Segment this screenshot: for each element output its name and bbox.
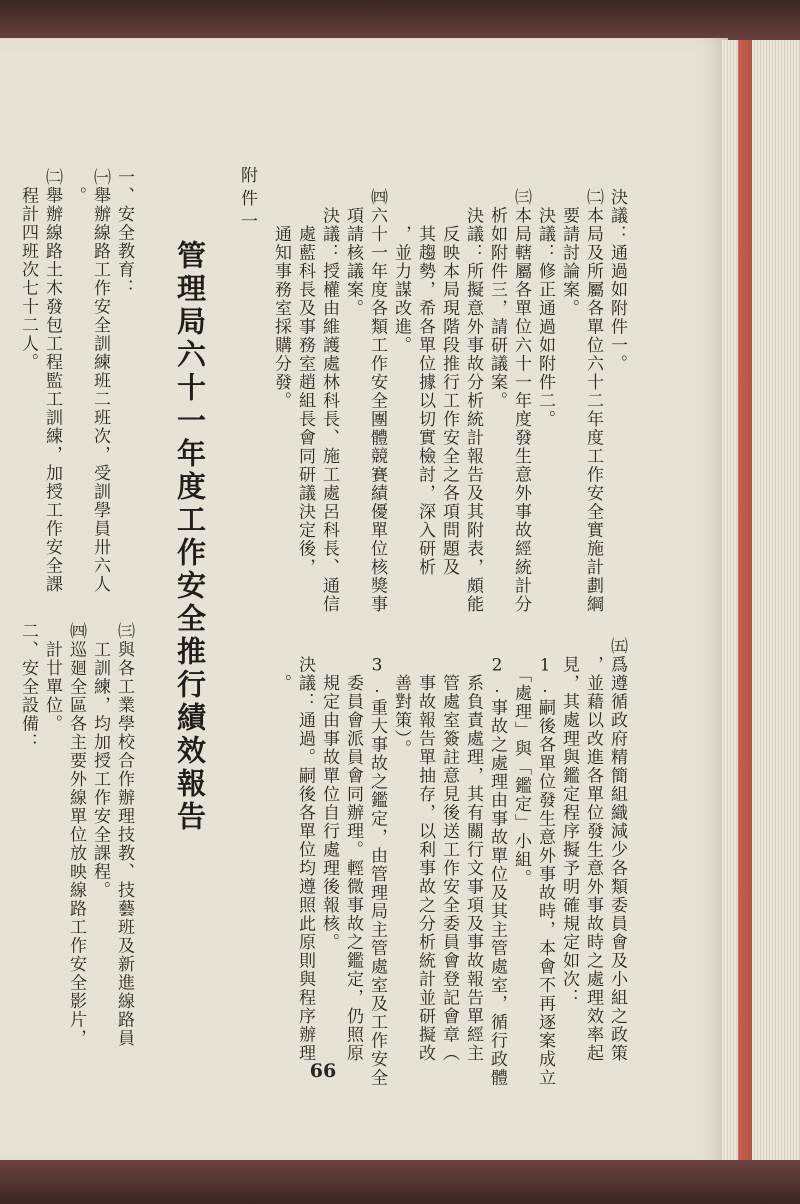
agenda-item-3-resolution-cont: ，並力謀改進。 <box>391 188 411 355</box>
agenda-item-2-resolution: 決議：修正通過如附件二。 <box>535 188 555 429</box>
rule-1: 1.嗣後各單位發生意外事故時，本會不再逐案成立 <box>535 637 555 1087</box>
book-cover-bottom-edge <box>0 1160 800 1204</box>
agenda-item-4: ㈣六十一年度各類工作安全團體競賽績優單位核獎事 <box>367 188 387 614</box>
rule-3-cont: 委員會派員會同辦理。輕微事故之鑑定，仍照原 <box>343 637 363 1063</box>
page-edge-red-band <box>738 40 752 1166</box>
rule-2-cont: 管處室簽註意見後送工作安全委員會登記會章（ <box>439 637 459 1063</box>
agenda-item-3-resolution-cont: 其趨勢，希各單位據以切實檢討，深入研析 <box>415 188 435 577</box>
rule-2-cont: 系負責處理，其有關行文事項及事故報告單經主 <box>463 637 483 1063</box>
report-title: 管理局六十一年度工作安全推行績效報告 <box>173 240 207 834</box>
education-item-1-cont: 。 <box>66 168 86 205</box>
agenda-item-3-resolution: 決議：所擬意外事故分析統計報告及其附表，頗能 <box>463 188 483 614</box>
agenda-item-4-resolution-cont: 通知事務室採購分發。 <box>271 188 291 410</box>
rule-2-cont: 善對策）。 <box>391 637 411 758</box>
page-stack-edges <box>722 40 800 1166</box>
rule-2-cont: 事故報告單抽存，以利事故之分析統計並研擬改 <box>415 637 435 1063</box>
agenda-item-5-resolution: 決議：通過。嗣後各單位均遵照此原則與程序辦理 <box>295 637 315 1063</box>
agenda-item-2: ㈡本局及所屬各單位六十二年度工作安全實施計劃綱 <box>583 188 603 614</box>
agenda-item-3-resolution-cont: 反映本局現階段推行工作安全之各項問題及 <box>439 188 459 577</box>
rule-2: 2.事故之處理由事故單位及其主管處室，循行政體 <box>487 637 507 1087</box>
agenda-item-3: ㈢本局轄屬各單位六十一年度發生意外事故經統計分 <box>511 188 531 614</box>
education-item-3-cont: 工訓練，均加授工作安全課程。 <box>90 622 110 900</box>
section-1-heading: 一、安全教育： <box>114 168 134 298</box>
agenda-item-4-cont: 項請核議案。 <box>343 188 363 318</box>
agenda-item-5: ㈤爲遵循政府精簡組織減少各類委員會及小組之政策 <box>607 637 627 1063</box>
agenda-item-3-cont: 析如附件三，請研議案。 <box>487 188 507 410</box>
agenda-item-5-cont: ，並藉以改進各單位發生意外事故時之處理效率起 <box>583 637 603 1063</box>
agenda-item-4-resolution-cont: 處藍科長及事務室趙組長會同研議決定後， <box>295 188 315 577</box>
education-item-2: ㈡舉辦線路土木發包工程監工訓練，加授工作安全課 <box>42 168 62 594</box>
agenda-item-4-resolution: 決議：授權由維護處林科長、施工處呂科長、通信 <box>319 188 339 614</box>
education-item-1: ㈠舉辦線路工作安全訓練班二班次，受訓學員卅六人 <box>90 168 110 594</box>
page-number: 66 <box>309 1060 337 1082</box>
rule-3: 3.重大事故之鑑定，由管理局主管處室及工作安全 <box>367 637 387 1087</box>
education-item-3: ㈢與各工業學校合作辦理技教、技藝班及新進線路員 <box>114 622 134 1048</box>
rule-1-cont: 「處理」與「鑑定」小組。 <box>511 637 531 888</box>
education-item-2-cont: 程計四班次七十二人。 <box>18 168 38 372</box>
appendix-label: 附件一 <box>237 166 257 235</box>
education-item-4-cont: 計廿單位。 <box>42 622 62 733</box>
section-2-heading: 二、安全設備： <box>18 622 38 752</box>
resolution-line: 決議：通過如附件一。 <box>607 188 627 373</box>
agenda-item-5-resolution-cont: 。 <box>271 637 291 693</box>
agenda-item-2-cont: 要請討論案。 <box>559 188 579 318</box>
rule-3-cont: 規定由事故單位自行處理後報核。 <box>319 637 339 952</box>
education-item-4: ㈣巡廻全區各主要外線單位放映線路工作安全影片， <box>66 622 86 1048</box>
agenda-item-5-cont: 見，其處理與鑑定程序擬予明確規定如次： <box>559 637 579 1007</box>
